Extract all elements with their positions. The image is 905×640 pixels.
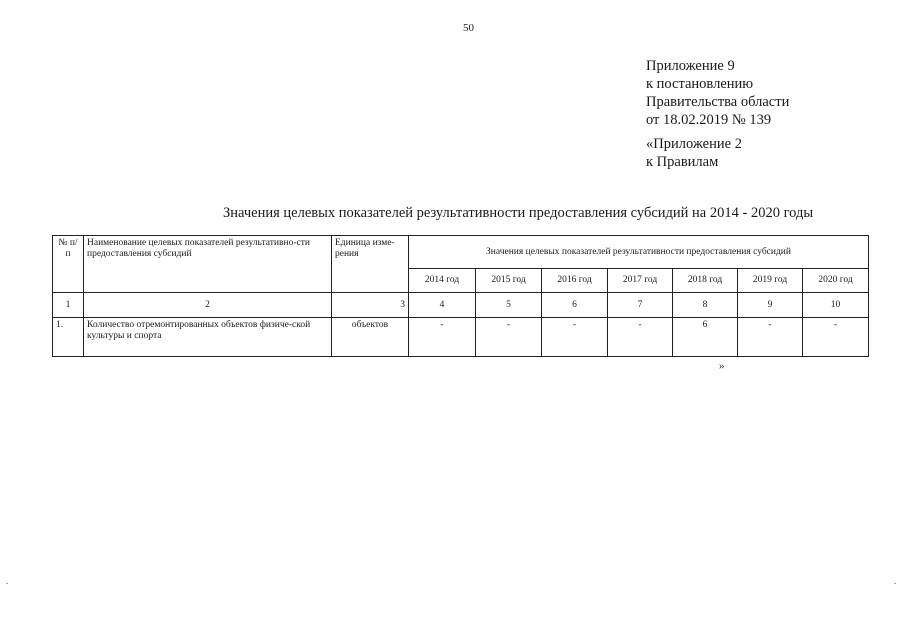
column-number: 3 <box>332 293 409 318</box>
appendix-line: от 18.02.2019 № 139 <box>646 112 772 128</box>
header-year: 2020 год <box>803 269 869 293</box>
margin-mark: . <box>6 576 9 586</box>
column-number: 10 <box>803 293 869 318</box>
document-title: Значения целевых показателей результативности предоставления субсидий на 2014 - 2020 годы <box>223 205 814 221</box>
row-num: 1. <box>53 318 84 357</box>
column-number: 2 <box>84 293 332 318</box>
appendix-line: «Приложение 2 <box>646 136 742 152</box>
header-name: Наименование целевых показателей результативно-сти предоставления субсидий <box>84 236 332 293</box>
header-year: 2018 год <box>673 269 738 293</box>
page-number: 50 <box>463 22 474 34</box>
appendix-block <box>646 57 789 171</box>
column-number: 8 <box>673 293 738 318</box>
header-unit: Единица изме-рения <box>332 236 409 293</box>
margin-mark: . <box>894 576 897 586</box>
column-number: 6 <box>542 293 608 318</box>
header-year: 2014 год <box>409 269 476 293</box>
row-value: - <box>803 318 869 357</box>
column-number: 1 <box>53 293 84 318</box>
header-year: 2017 год <box>608 269 673 293</box>
column-number: 5 <box>476 293 542 318</box>
row-name: Количество отремонтированных объектов физиче-ской культуры и спорта <box>84 318 332 357</box>
appendix-line: к постановлению <box>646 76 754 92</box>
row-value: - <box>409 318 476 357</box>
appendix-line: Приложение 9 <box>646 58 735 74</box>
header-num: № п/п <box>53 236 84 293</box>
row-value: - <box>608 318 673 357</box>
header-values-group: Значения целевых показателей результативности предоставления субсидий <box>409 236 869 269</box>
header-year: 2015 год <box>476 269 542 293</box>
row-value: - <box>738 318 803 357</box>
header-year: 2016 год <box>542 269 608 293</box>
row-unit: объектов <box>332 318 409 357</box>
appendix-line: Правительства области <box>646 94 790 110</box>
closing-quote: » <box>719 360 725 372</box>
column-number: 9 <box>738 293 803 318</box>
table-row <box>53 318 869 357</box>
column-number: 4 <box>409 293 476 318</box>
appendix-line: к Правилам <box>646 154 719 170</box>
row-value: 6 <box>673 318 738 357</box>
column-number-row <box>53 293 869 318</box>
row-value: - <box>542 318 608 357</box>
indicators-table <box>52 235 869 357</box>
header-year: 2019 год <box>738 269 803 293</box>
column-number: 7 <box>608 293 673 318</box>
row-value: - <box>476 318 542 357</box>
